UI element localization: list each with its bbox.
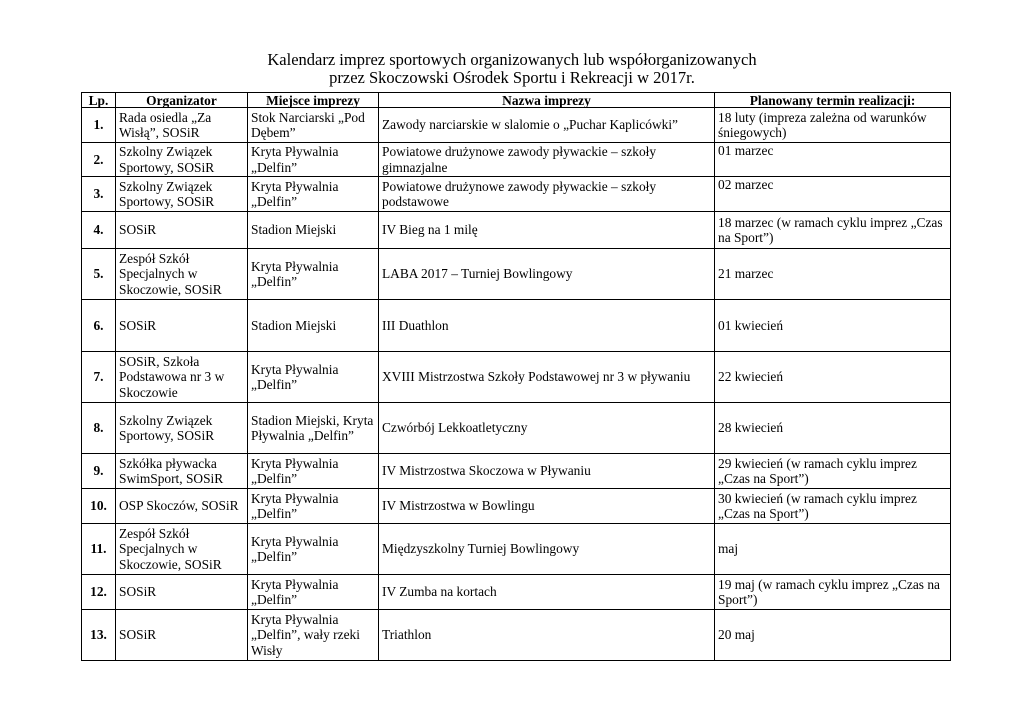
events-table	[81, 92, 951, 661]
title-line-2: przez Skoczowski Ośrodek Sportu i Rekreacji w 2017r.	[329, 68, 695, 87]
table-row	[82, 575, 951, 610]
row-number: 2.	[82, 143, 116, 177]
table-row	[82, 108, 951, 143]
row-event-name: IV Mistrzostwa w Bowlingu	[379, 489, 715, 524]
row-place: Stadion Miejski	[248, 212, 379, 249]
row-number: 5.	[82, 249, 116, 300]
row-place: Kryta Pływalnia „Delfin”	[248, 249, 379, 300]
row-number: 7.	[82, 352, 116, 403]
header-event-name: Nazwa imprezy	[379, 93, 715, 108]
row-organizer: Szkolny Związek Sportowy, SOSiR	[116, 143, 248, 177]
row-event-name: Triathlon	[379, 610, 715, 661]
row-event-name: IV Mistrzostwa Skoczowa w Pływaniu	[379, 454, 715, 489]
row-organizer: Szkolny Związek Sportowy, SOSiR	[116, 177, 248, 212]
table-row	[82, 454, 951, 489]
row-number: 11.	[82, 524, 116, 575]
row-event-name: IV Zumba na kortach	[379, 575, 715, 610]
row-place: Kryta Pływalnia „Delfin”, wały rzeki Wisły	[248, 610, 379, 661]
table-row	[82, 524, 951, 575]
row-date: 28 kwiecień	[715, 403, 951, 454]
row-event-name: IV Bieg na 1 milę	[379, 212, 715, 249]
row-place: Kryta Pływalnia „Delfin”	[248, 575, 379, 610]
row-event-name: Czwórbój Lekkoatletyczny	[379, 403, 715, 454]
table-row	[82, 352, 951, 403]
row-number: 4.	[82, 212, 116, 249]
row-number: 8.	[82, 403, 116, 454]
row-event-name: III Duathlon	[379, 300, 715, 352]
row-date: 20 maj	[715, 610, 951, 661]
row-place: Stadion Miejski	[248, 300, 379, 352]
table-row	[82, 300, 951, 352]
row-organizer: SOSiR	[116, 212, 248, 249]
header-place: Miejsce imprezy	[248, 93, 379, 108]
row-place: Kryta Pływalnia „Delfin”	[248, 352, 379, 403]
row-date: 18 luty (impreza zależna od warunków śniegowych)	[715, 108, 951, 143]
row-place: Kryta Pływalnia „Delfin”	[248, 143, 379, 177]
row-organizer: Szkolny Związek Sportowy, SOSiR	[116, 403, 248, 454]
row-event-name: Zawody narciarskie w slalomie o „Puchar Kaplicówki”	[379, 108, 715, 143]
row-event-name: LABA 2017 – Turniej Bowlingowy	[379, 249, 715, 300]
header-lp: Lp.	[82, 93, 116, 108]
row-organizer: SOSiR	[116, 575, 248, 610]
header-planned-date: Planowany termin realizacji:	[715, 93, 951, 108]
title-line-1: Kalendarz imprez sportowych organizowanych lub współorganizowanych	[267, 50, 757, 69]
row-number: 12.	[82, 575, 116, 610]
table-row	[82, 249, 951, 300]
row-date: 21 marzec	[715, 249, 951, 300]
row-organizer: Zespół Szkół Specjalnych w Skoczowie, SOSiR	[116, 249, 248, 300]
row-organizer: Zespół Szkół Specjalnych w Skoczowie, SOSiR	[116, 524, 248, 575]
header-organizer: Organizator	[116, 93, 248, 108]
row-event-name: Międzyszkolny Turniej Bowlingowy	[379, 524, 715, 575]
row-date: 01 marzec	[715, 143, 951, 177]
row-event-name: Powiatowe drużynowe zawody pływackie – szkoły gimnazjalne	[379, 143, 715, 177]
row-date: 18 marzec (w ramach cyklu imprez „Czas na Sport”)	[715, 212, 951, 249]
row-number: 10.	[82, 489, 116, 524]
row-organizer: Rada osiedla „Za Wisłą”, SOSiR	[116, 108, 248, 143]
row-date: 30 kwiecień (w ramach cyklu imprez „Czas na Sport”)	[715, 489, 951, 524]
row-number: 3.	[82, 177, 116, 212]
row-organizer: OSP Skoczów, SOSiR	[116, 489, 248, 524]
row-date: maj	[715, 524, 951, 575]
row-organizer: SOSiR	[116, 610, 248, 661]
table-row	[82, 143, 951, 177]
document-title	[0, 51, 1024, 87]
row-organizer: SOSiR	[116, 300, 248, 352]
table-row	[82, 212, 951, 249]
row-place: Kryta Pływalnia „Delfin”	[248, 454, 379, 489]
row-place: Stadion Miejski, Kryta Pływalnia „Delfin”	[248, 403, 379, 454]
row-organizer: Szkółka pływacka SwimSport, SOSiR	[116, 454, 248, 489]
row-place: Kryta Pływalnia „Delfin”	[248, 177, 379, 212]
row-number: 13.	[82, 610, 116, 661]
row-date: 29 kwiecień (w ramach cyklu imprez „Czas na Sport”)	[715, 454, 951, 489]
row-organizer: SOSiR, Szkoła Podstawowa nr 3 w Skoczowie	[116, 352, 248, 403]
row-place: Stok Narciarski „Pod Dębem”	[248, 108, 379, 143]
table-row	[82, 489, 951, 524]
row-date: 02 marzec	[715, 177, 951, 212]
table-row	[82, 177, 951, 212]
row-number: 1.	[82, 108, 116, 143]
row-event-name: XVIII Mistrzostwa Szkoły Podstawowej nr 3 w pływaniu	[379, 352, 715, 403]
row-number: 9.	[82, 454, 116, 489]
row-event-name: Powiatowe drużynowe zawody pływackie – szkoły podstawowe	[379, 177, 715, 212]
row-place: Kryta Pływalnia „Delfin”	[248, 524, 379, 575]
table-header-row	[82, 93, 951, 108]
table-row	[82, 610, 951, 661]
row-number: 6.	[82, 300, 116, 352]
row-place: Kryta Pływalnia „Delfin”	[248, 489, 379, 524]
row-date: 22 kwiecień	[715, 352, 951, 403]
row-date: 01 kwiecień	[715, 300, 951, 352]
table-row	[82, 403, 951, 454]
row-date: 19 maj (w ramach cyklu imprez „Czas na Sport”)	[715, 575, 951, 610]
